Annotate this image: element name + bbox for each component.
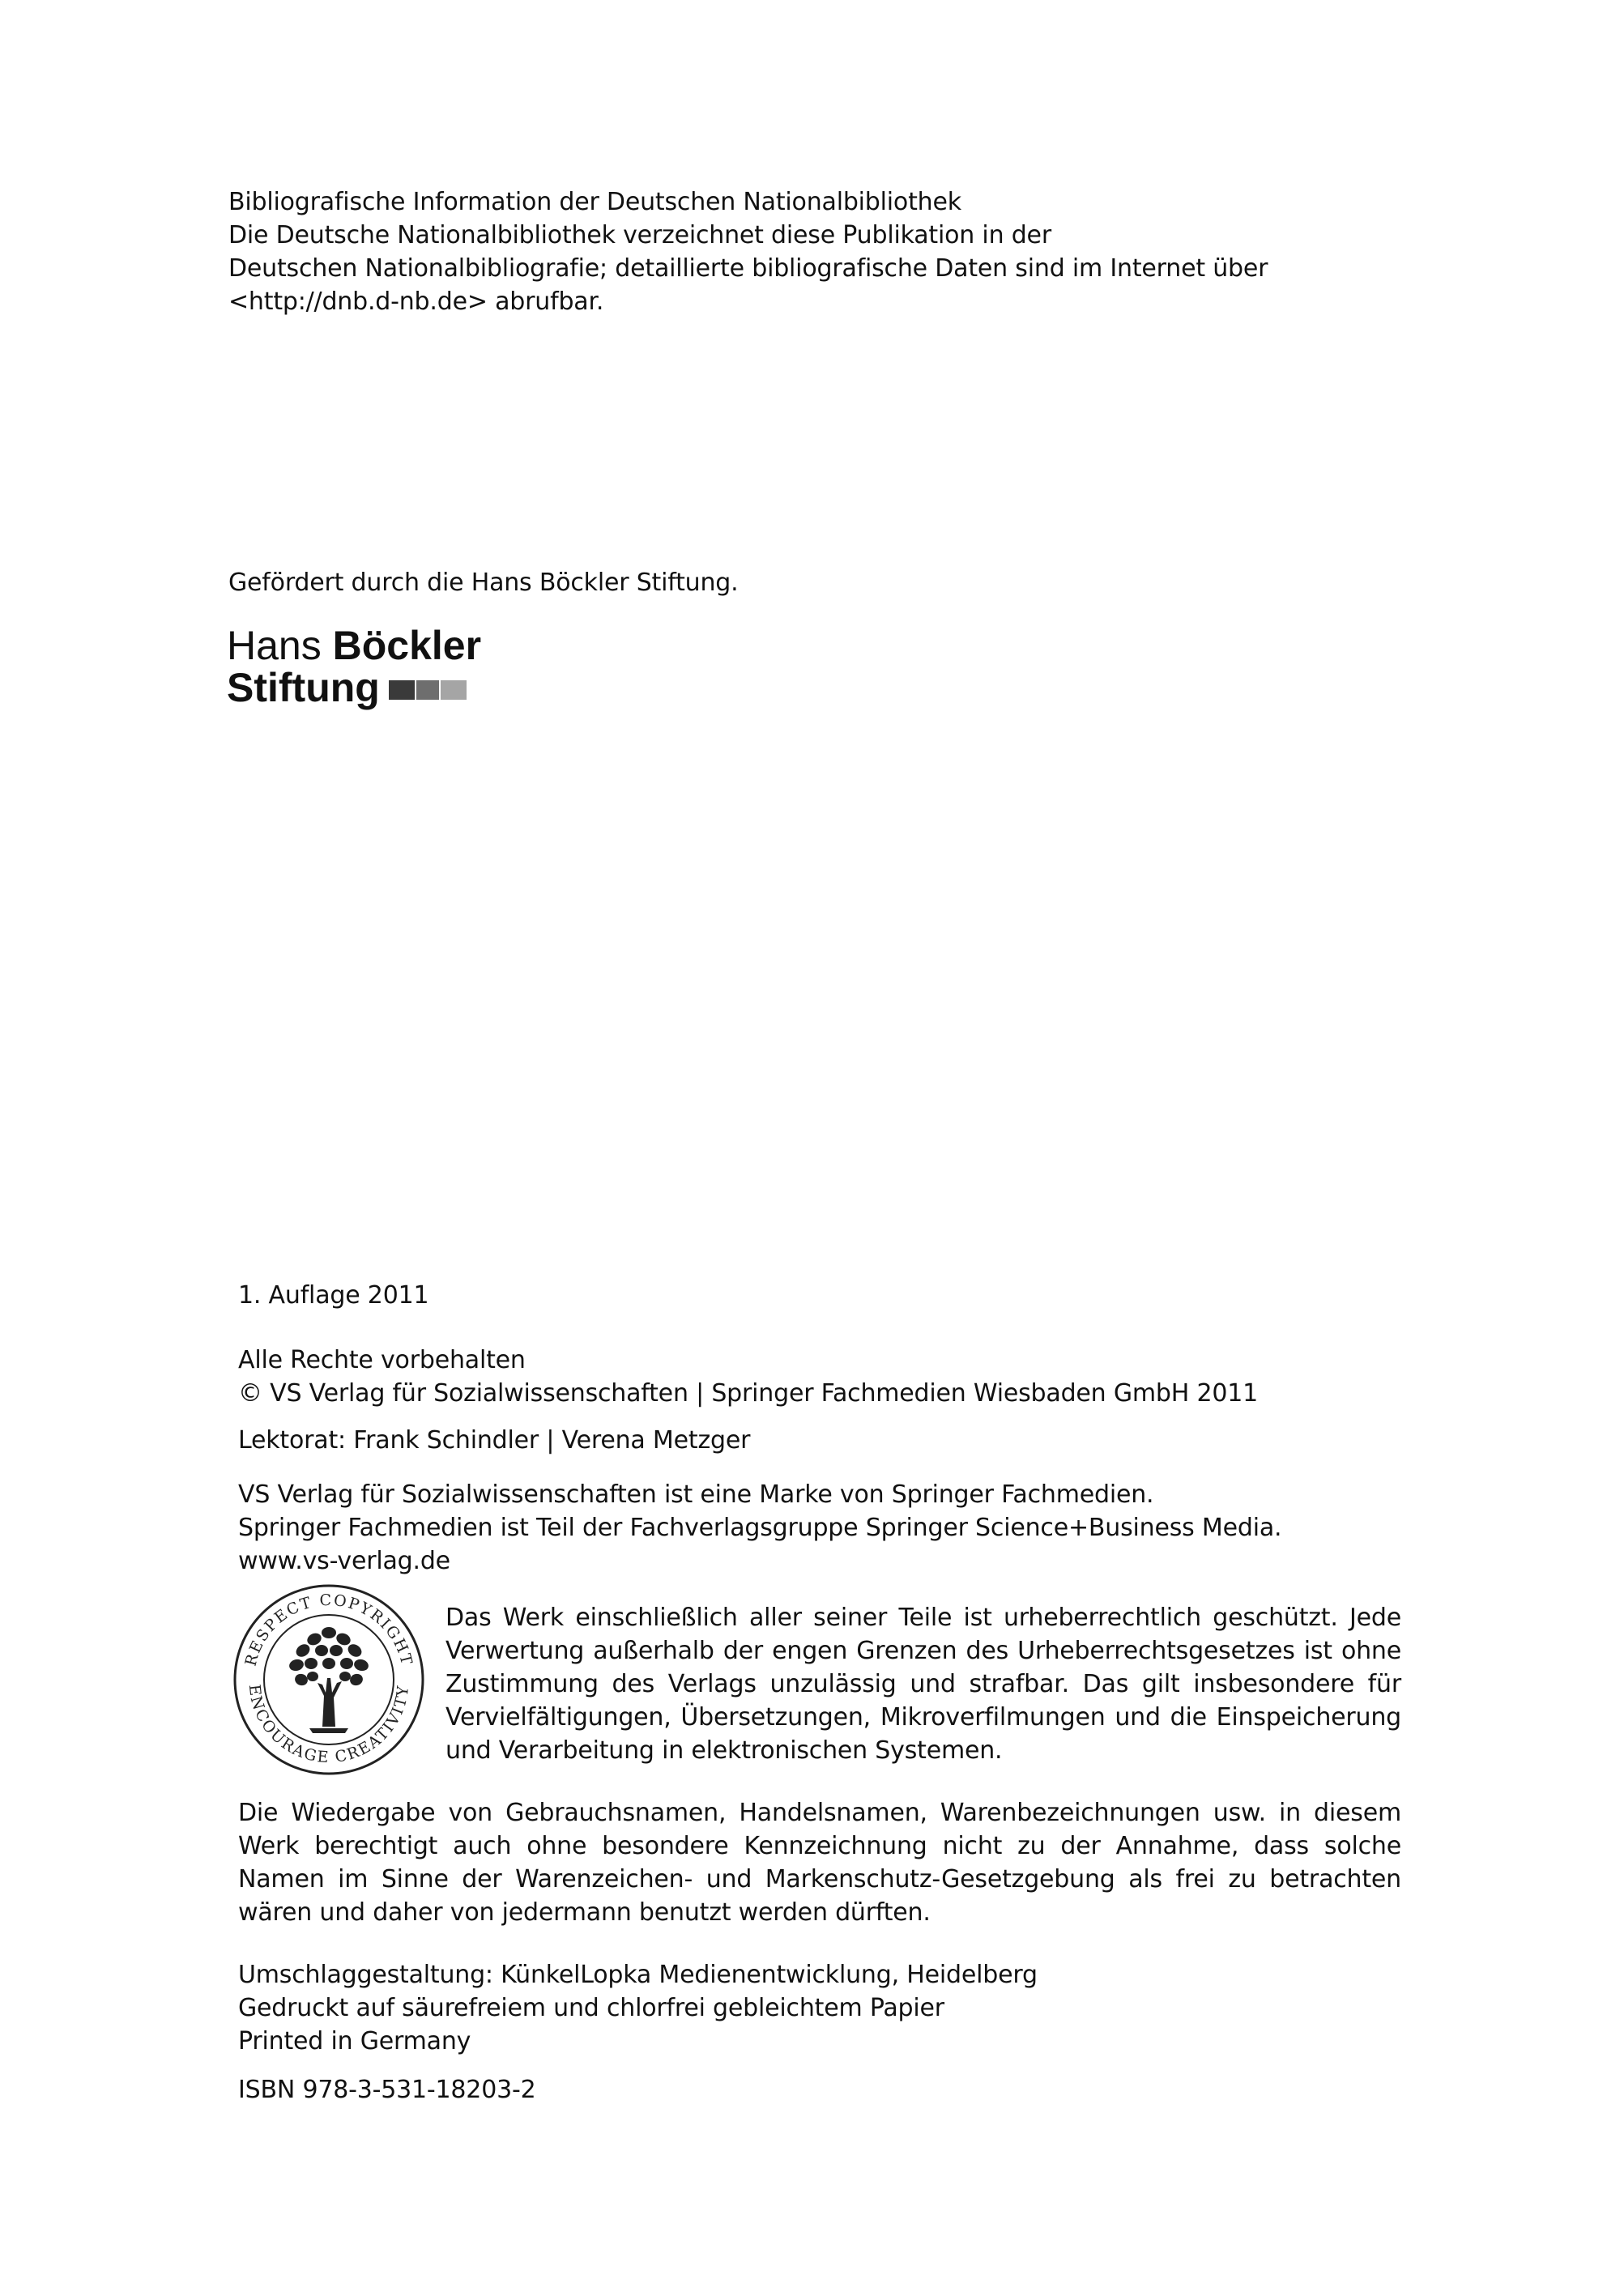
logo-word-boeckler: Böckler: [332, 623, 482, 668]
production-info: [238, 1958, 1534, 2058]
logo-line-1: [227, 624, 481, 667]
respect-copyright-seal-icon: [232, 1582, 426, 1777]
funding-note: [228, 566, 1200, 599]
isbn-text: ISBN 978-3-531-18203-2: [238, 2076, 536, 2104]
logo-word-stiftung: Stiftung: [227, 665, 380, 710]
copyright-notice-text: Das Werk einschließlich aller seiner Teile ist urheberrechtlich geschützt. Jede Verwertung außerhalb der engen Grenzen des Urheberrechtsgesetzes ist ohne Zustimmung des Verlags unzulässig und strafbar. Das gilt insbesondere für Vervielfältigungen, Übersetzungen, Mikroverfilmungen und die Einspeicherung und Verarbeitung in elektronischen Systemen.: [445, 1604, 1401, 1765]
copyright-notice: [445, 1601, 1401, 1767]
bibliographic-information: [228, 185, 1492, 318]
biblio-line: Bibliografische Information der Deutschen Nationalbibliothek: [228, 188, 961, 216]
rights-line: Alle Rechte vorbehalten: [238, 1346, 526, 1374]
publisher-line: Springer Fachmedien ist Teil der Fachverlagsgruppe Springer Science+Business Media.: [238, 1514, 1282, 1542]
funding-text: Gefördert durch die Hans Böckler Stiftung.: [228, 569, 739, 597]
trademark-notice-text: Die Wiedergabe von Gebrauchsnamen, Handelsnamen, Warenbezeichnungen usw. in diesem Werk berechtigt auch ohne besondere Kennzeichnung nicht zu der Annahme, dass solche Namen im Sinne der Warenzeichen- und Markenschutz-Gesetzgebung als frei zu betrachten wären und daher von jedermann benutzt werden dürften.: [238, 1799, 1401, 1927]
logo-word-hans: Hans: [227, 623, 333, 668]
production-line: Umschlaggestaltung: KünkelLopka Medienentwicklung, Heidelberg: [238, 1961, 1038, 1989]
edition-text: 1. Auflage 2011: [238, 1281, 429, 1310]
logo-bar: [416, 680, 439, 700]
trademark-notice: [238, 1796, 1401, 1929]
publisher-website: www.vs-verlag.de: [238, 1547, 450, 1575]
publisher-info: [238, 1478, 1534, 1578]
editors: [238, 1424, 1534, 1457]
publisher-line: VS Verlag für Sozialwissenschaften ist eine Marke von Springer Fachmedien.: [238, 1480, 1154, 1509]
rights-line: © VS Verlag für Sozialwissenschaften | Springer Fachmedien Wiesbaden GmbH 2011: [238, 1379, 1258, 1408]
hans-boeckler-stiftung-logo: [227, 624, 486, 713]
seal-bottom-text: ENCOURAGE CREATIVITY: [245, 1683, 413, 1767]
production-line: Printed in Germany: [238, 2027, 471, 2055]
isbn: [238, 2073, 1534, 2106]
production-line: Gedruckt auf säurefreiem und chlorfrei gebleichtem Papier: [238, 1994, 944, 2022]
editors-text: Lektorat: Frank Schindler | Verena Metzger: [238, 1426, 751, 1455]
biblio-line: <http://dnb.d-nb.de> abrufbar.: [228, 288, 604, 316]
rights-reserved: [238, 1344, 1534, 1410]
logo-bar: [441, 680, 467, 700]
edition: [238, 1279, 1534, 1312]
logo-bars: [389, 680, 467, 700]
biblio-line: Die Deutsche Nationalbibliothek verzeichnet diese Publikation in der: [228, 221, 1051, 249]
seal-top-text: RESPECT COPYRIGHT: [241, 1591, 416, 1668]
logo-bar: [389, 680, 415, 700]
biblio-line: Deutschen Nationalbibliografie; detaillierte bibliografische Daten sind im Internet über: [228, 254, 1268, 283]
